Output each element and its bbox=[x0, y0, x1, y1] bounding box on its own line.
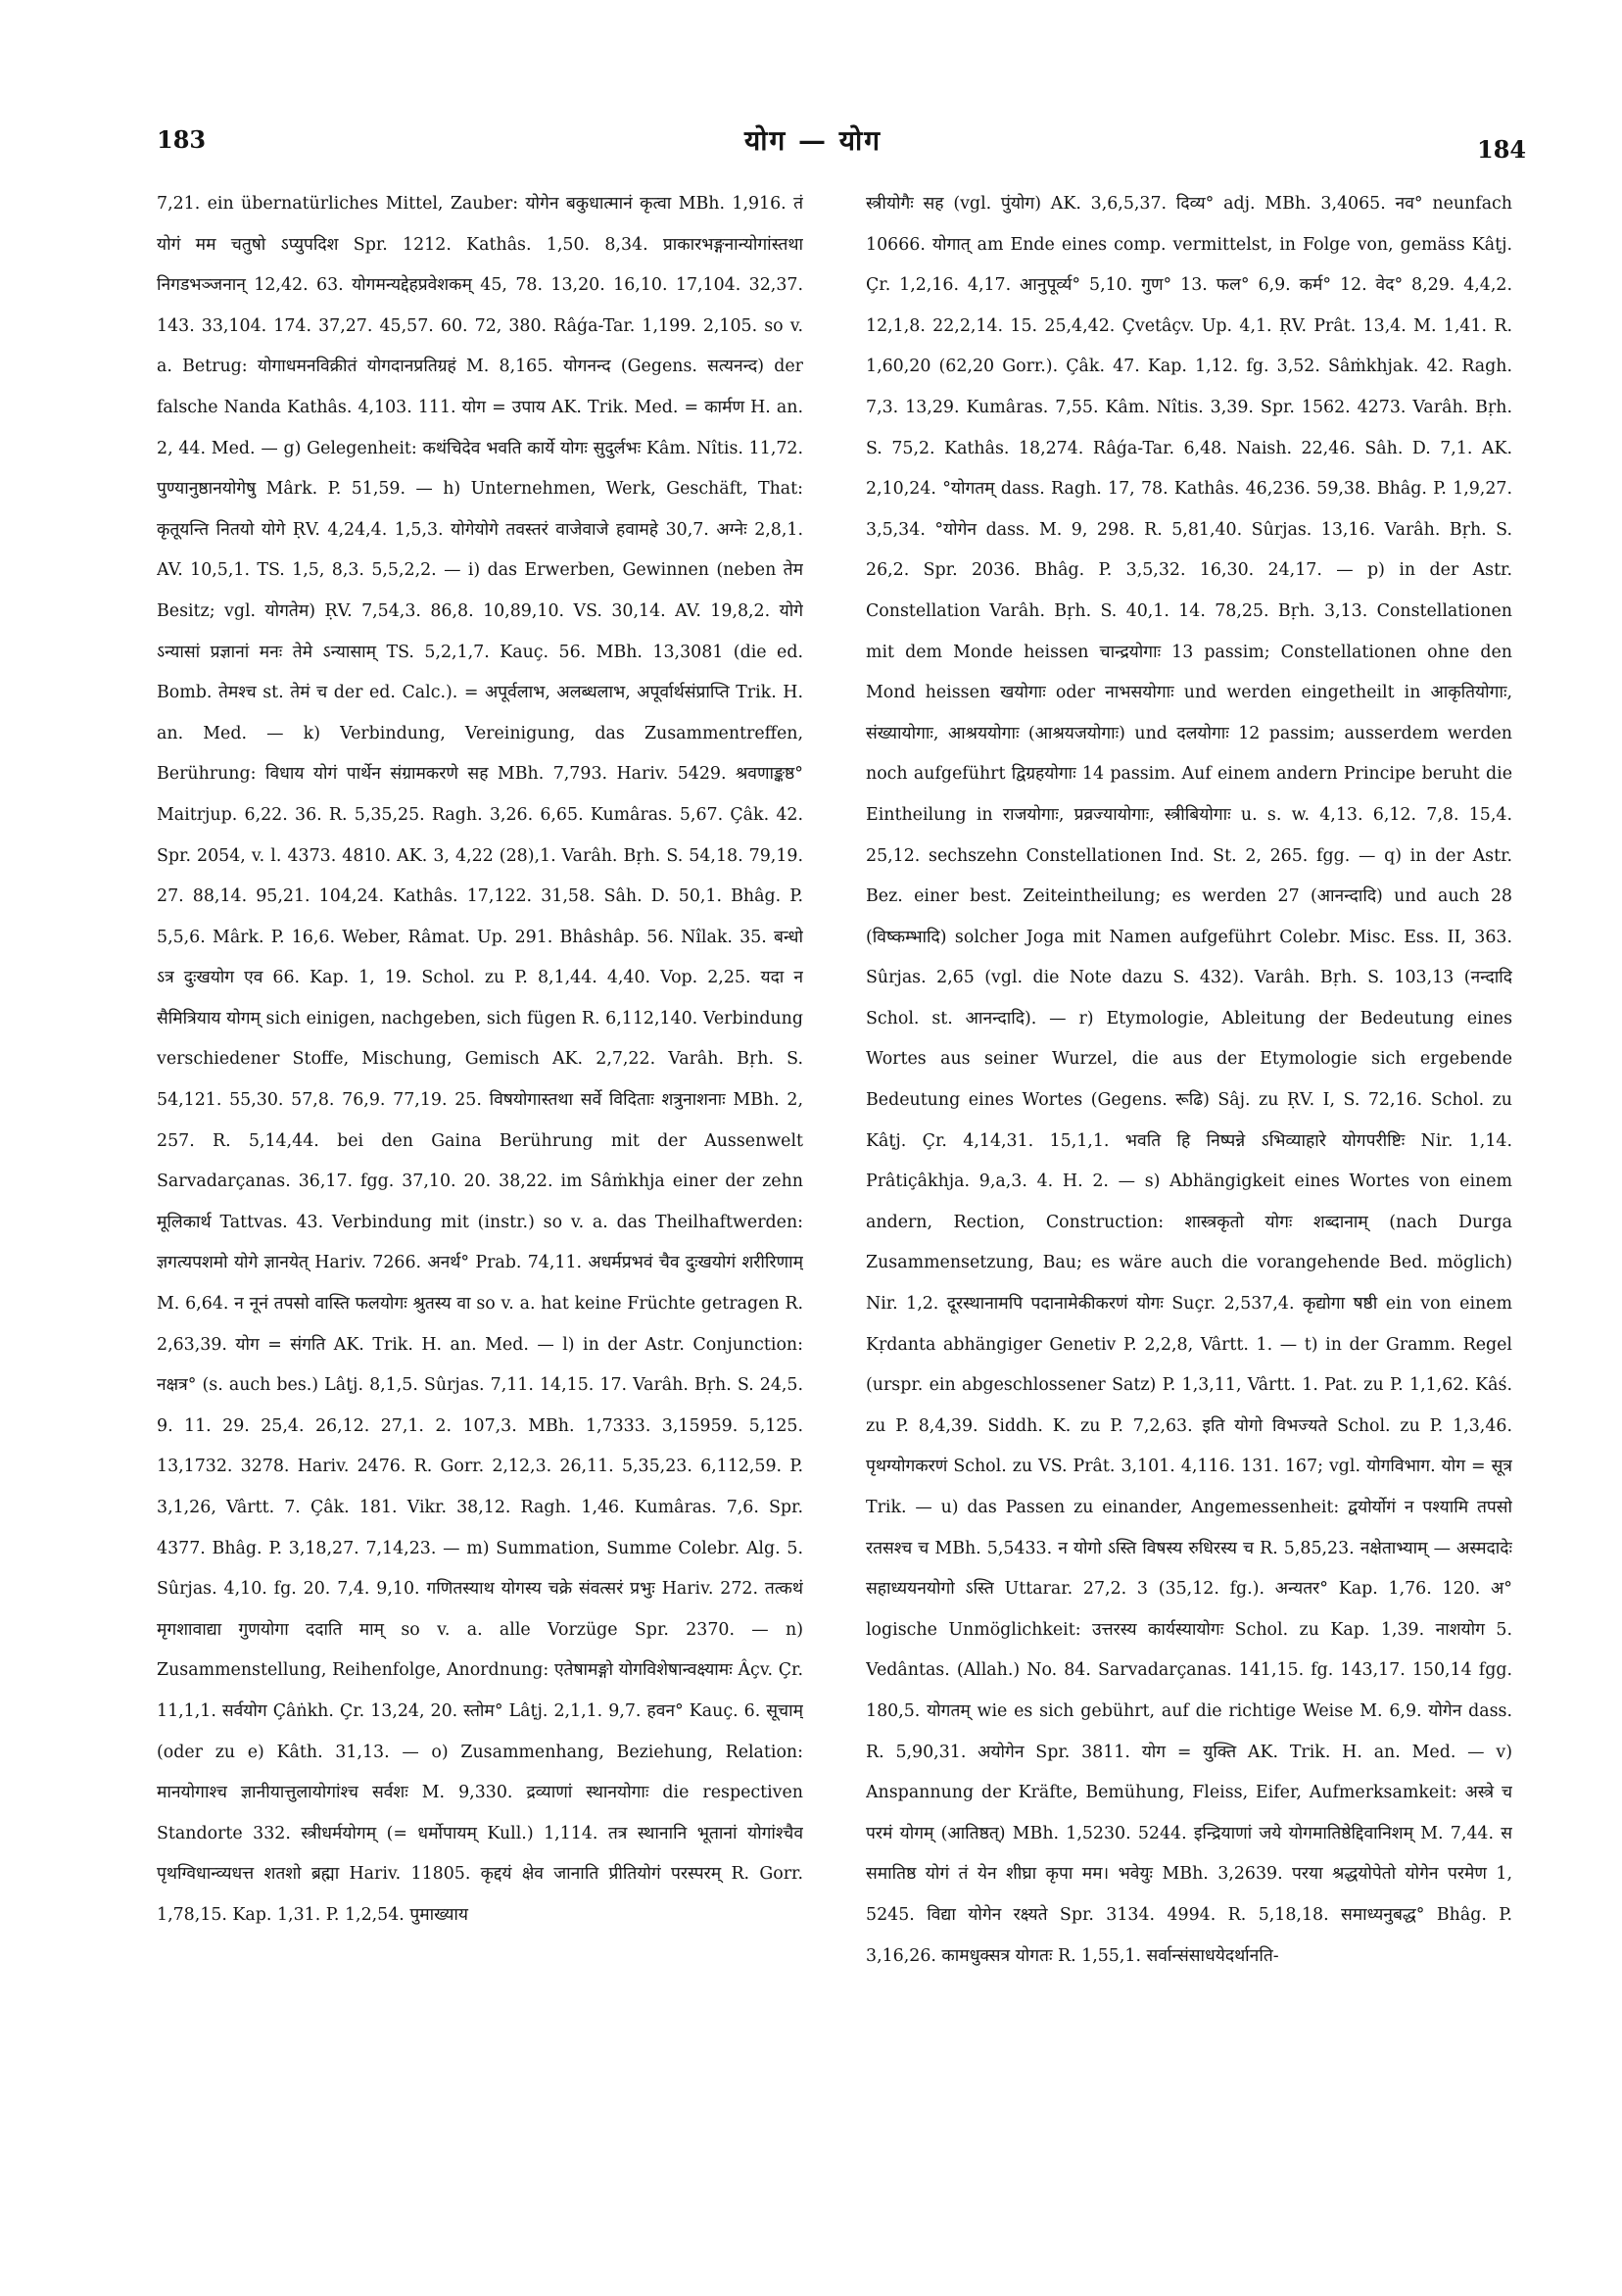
column-left bbox=[157, 184, 803, 2192]
column-left-text: 7,21. ein übernatürliches Mittel, Zauber: योगेन बकुधात्मानं कृत्वा MBh. 1,916. तं योगं मम चतुषो ऽप्युपदिश Spr. 1212. Kathâs. 1,50. 8,34. प्राकारभङ्गनान्योगांस्तथा निगडभञ्जनान् 12,42. 63. योगमन्यद्देहप्रवेशकम् 45, 78. 13,20. 16,10. 17,104. 32,37. 143. 33,104. 174. 37,27. 45,57. 60. 72, 380. Râǵa-Tar. 1,199. 2,105. so v. a. Betrug: योगाधमनविक्रीतं योगदानप्रतिग्रहं M. 8,165. योगनन्द (Gegens. सत्यनन्द) der falsche Nanda Kathâs. 4,103. 111. योग = उपाय AK. Trik. Med. = कार्मण H. an. 2, 44. Med. — g) Gelegenheit: कथंचिदेव भवति कार्ये योगः सुदुर्लभः Kâm. Nîtis. 11,72. पुण्यानुष्ठानयोगेषु Mârk. P. 51,59. — h) Unternehmen, Werk, Geschäft, That: कृतूयन्ति नितयो योगे ṚV. 4,24,4. 1,5,3. योगेयोगे तवस्तरं वाजेवाजे हवामहे 30,7. अग्नेः 2,8,1. AV. 10,5,1. TS. 1,5, 8,3. 5,5,2,2. — i) das Erwerben, Gewinnen (neben तेम Besitz; vgl. योगतेम) ṚV. 7,54,3. 86,8. 10,89,10. VS. 30,14. AV. 19,8,2. योगे ऽन्यासां प्रज्ञानां मनः तेमे ऽन्यासाम् TS. 5,2,1,7. Kauç. 56. MBh. 13,3081 (die ed. Bomb. तेमश्च st. तेमं च der ed. Calc.). = अपूर्वलाभ, अलब्धलाभ, अपूर्वार्थसंप्राप्ति Trik. H. an. Med. — k) Verbindung, Vereinigung, das Zusammentreffen, Berührung: विधाय योगं पार्थेन संग्रामकरणे सह MBh. 7,793. Hariv. 5429. श्रवणाङ्कष्ठ° Maitrjup. 6,22. 36. R. 5,35,25. Ragh. 3,26. 6,65. Kumâras. 5,67. Çâk. 42. Spr. 2054, v. l. 4373. 4810. AK. 3, 4,22 (28),1. Varâh. Bṛh. S. 54,18. 79,19. 27. 88,14. 95,21. 104,24. Kathâs. 17,122. 31,58. Sâh. D. 50,1. Bhâg. P. 5,5,6. Mârk. P. 16,6. Weber, Râmat. Up. 291. Bhâshâp. 56. Nîlak. 35. बन्धो ऽत्र दुःखयोग एव 66. Kap. 1, 19. Schol. zu P. 8,1,44. 4,40. Vop. 2,25. यदा न सैमित्रियाय योगम् sich einigen, nachgeben, sich fügen R. 6,112,140. Verbindung verschiedener Stoffe, Mischung, Gemisch AK. 2,7,22. Varâh. Bṛh. S. 54,121. 55,30. 57,8. 76,9. 77,19. 25. विषयोगास्तथा सर्वे विदिताः शत्रुनाशनाः MBh. 2, 257. R. 5,14,44. bei den Gaina Berührung mit der Aussenwelt Sarvadarçanas. 36,17. fgg. 37,10. 20. 38,22. im Sâṁkhja einer der zehn मूलिकार्थ Tattvas. 43. Verbindung mit (instr.) so v. a. das Theilhaftwerden: ज्ञगत्यपशमो योगे ज्ञानयेत् Hariv. 7266. अनर्थ° Prab. 74,11. अधर्मप्रभवं चैव दुःखयोगं शरीरिणाम् M. 6,64. न नूनं तपसो वास्ति फलयोगः श्रुतस्य वा so v. a. hat keine Früchte getragen R. 2,63,39. योग = संगति AK. Trik. H. an. Med. — l) in der Astr. Conjunction: नक्षत्र° (s. auch bes.) Lâṭj. 8,1,5. Sûrjas. 7,11. 14,15. 17. Varâh. Bṛh. S. 24,5. 9. 11. 29. 25,4. 26,12. 27,1. 2. 107,3. MBh. 1,7333. 3,15959. 5,125. 13,1732. 3278. Hariv. 2476. R. Gorr. 2,12,3. 26,11. 5,35,23. 6,112,59. P. 3,1,26, Vârtt. 7. Çâk. 181. Vikr. 38,12. Ragh. 1,46. Kumâras. 7,6. Spr. 4377. Bhâg. P. 3,18,27. 7,14,23. — m) Summation, Summe Colebr. Alg. 5. Sûrjas. 4,10. fg. 20. 7,4. 9,10. गणितस्याथ योगस्य चक्रे संवत्सरं प्रभुः Hariv. 272. तत्कथं मृगशावाद्या गुणयोगा ददाति माम् so v. a. alle Vorzüge Spr. 2370. — n) Zusammenstellung, Reihenfolge, Anordnung: एतेषामङ्गो योगविशेषान्वक्ष्यामः Âçv. Çr. 11,1,1. सर्वयोग Çâṅkh. Çr. 13,24, 20. स्तोम° Lâṭj. 2,1,1. 9,7. हवन° Kauç. 6. सूचाम् (oder zu e) Kâth. 31,13. — o) Zusammenhang, Beziehung, Relation: मानयोगाश्च ज्ञानीयात्तुलायोगांश्च सर्वशः M. 9,330. द्रव्याणां स्थानयोगाः die respectiven Standorte 332. स्त्रीधर्मयोगम् (= धर्मोपायम् Kull.) 1,114. तत्र स्थानानि भूतानां योगांश्चैव पृथग्विधान्व्यधत्त शतशो ब्रह्मा Hariv. 11805. कृद्दयं क्षेव जानाति प्रीतियोगं परस्परम् R. Gorr. 1,78,15. Kap. 1,31. P. 1,2,54. पुमाख्याय bbox=[157, 194, 803, 1925]
column-right bbox=[866, 184, 1512, 2192]
column-right-text: स्त्रीयोगैः सह (vgl. पुंयोग) AK. 3,6,5,37. दिव्य° adj. MBh. 3,4065. नव° neunfach 10666. योगात् am Ende eines comp. vermittelst, in Folge von, gemäss Kâṭj. Çr. 1,2,16. 4,17. आनुपूर्व्य° 5,10. गुण° 13. फल° 6,9. कर्म° 12. वेद° 8,29. 4,4,2. 12,1,8. 22,2,14. 15. 25,4,42. Çvetâçv. Up. 4,1. ṚV. Prât. 13,4. M. 1,41. R. 1,60,20 (62,20 Gorr.). Çâk. 47. Kap. 1,12. fg. 3,52. Sâṁkhjak. 42. Ragh. 7,3. 13,29. Kumâras. 7,55. Kâm. Nîtis. 3,39. Spr. 1562. 4273. Varâh. Bṛh. S. 75,2. Kathâs. 18,274. Râǵa-Tar. 6,48. Naish. 22,46. Sâh. D. 7,1. AK. 2,10,24. °योगतम् dass. Ragh. 17, 78. Kathâs. 46,236. 59,38. Bhâg. P. 1,9,27. 3,5,34. °योगेन dass. M. 9, 298. R. 5,81,40. Sûrjas. 13,16. Varâh. Bṛh. S. 26,2. Spr. 2036. Bhâg. P. 3,5,32. 16,30. 24,17. — p) in der Astr. Constellation Varâh. Bṛh. S. 40,1. 14. 78,25. Bṛh. 3,13. Constellationen mit dem Monde heissen चान्द्रयोगाः 13 passim; Constellationen ohne den Mond heissen खयोगाः oder नाभसयोगाः und werden eingetheilt in आकृतियोगाः, संख्यायोगाः, आश्रययोगाः (आश्रयजयोगाः) und दलयोगाः 12 passim; ausserdem werden noch aufgeführt द्विग्रहयोगाः 14 passim. Auf einem andern Principe beruht die Eintheilung in राजयोगाः, प्रव्रज्यायोगाः, स्त्रीबियोगाः u. s. w. 4,13. 6,12. 7,8. 15,4. 25,12. sechszehn Constellationen Ind. St. 2, 265. fgg. — q) in der Astr. Bez. einer best. Zeiteintheilung; es werden 27 (आनन्दादि) und auch 28 (विष्कम्भादि) solcher Joga mit Namen aufgeführt Colebr. Misc. Ess. II, 363. Sûrjas. 2,65 (vgl. die Note dazu S. 432). Varâh. Bṛh. S. 103,13 (नन्दादि Schol. st. आनन्दादि). — r) Etymologie, Ableitung der Bedeutung eines Wortes aus seiner Wurzel, die aus der Etymologie sich ergebende Bedeutung eines Wortes (Gegens. रूढि) Sâj. zu ṚV. I, S. 72,16. Schol. zu Kâṭj. Çr. 4,14,31. 15,1,1. भवति हि निष्पन्ने ऽभिव्याहारे योगपरीष्टिः Nir. 1,14. Prâtiçâkhja. 9,a,3. 4. H. 2. — s) Abhängigkeit eines Wortes von einem andern, Rection, Construction: शास्त्रकृतो योगः शब्दानाम् (nach Durga Zusammensetzung, Bau; es wäre auch die vorangehende Bed. möglich) Nir. 1,2. दूरस्थानामपि पदानामेकीकरणं योगः Suçr. 2,537,4. कृद्योगा षष्ठी ein von einem Kṛdanta abhängiger Genetiv P. 2,2,8, Vârtt. 1. — t) in der Gramm. Regel (urspr. ein abgeschlossener Satz) P. 1,3,11, Vârtt. 1. Pat. zu P. 1,1,62. Kâś. zu P. 8,4,39. Siddh. K. zu P. 7,2,63. इति योगो विभज्यते Schol. zu P. 1,3,46. पृथग्योगकरणं Schol. zu VS. Prât. 3,101. 4,116. 131. 167; vgl. योगविभाग. योग = सूत्र Trik. — u) das Passen zu einander, Angemessenheit: द्वयोर्योगं न पश्यामि तपसो रतसश्च च MBh. 5,5433. न योगो ऽस्ति विषस्य रुधिरस्य च R. 5,85,23. नक्षेताभ्याम् — अस्मदादेः सहाध्ययनयोगो ऽस्ति Uttarar. 27,2. 3 (35,12. fg.). अन्यतर° Kap. 1,76. 120. अ° logische Unmöglichkeit: उत्तरस्य कार्यस्यायोगः Schol. zu Kap. 1,39. नाशयोग 5. Vedântas. (Allah.) No. 84. Sarvadarçanas. 141,15. fg. 143,17. 150,14 fgg. 180,5. योगतम् wie es sich gebührt, auf die richtige Weise M. 6,9. योगेन dass. R. 5,90,31. अयोगेन Spr. 3811. योग = युक्ति AK. Trik. H. an. Med. — v) Anspannung der Kräfte, Bemühung, Fleiss, Eifer, Aufmerksamkeit: अस्त्रे च परमं योगम् (आतिष्ठत्) MBh. 1,5230. 5244. इन्द्रियाणां जये योगमातिष्ठेद्दिवानिशम् M. 7,44. स समातिष्ठ योगं तं येन शीघ्रा कृपा मम। भवेयुः MBh. 3,2639. परया श्रद्धयोपेतो योगेन परमेण 1, 5245. विद्या योगेन रक्ष्यते Spr. 3134. 4994. R. 5,18,18. समाध्यनुबद्ध° Bhâg. P. 3,16,26. कामधुक्सत्र योगतः R. 1,55,1. सर्वान्संसाधयेदर्थानति- bbox=[866, 194, 1512, 1966]
page-number-left: 183 bbox=[157, 125, 207, 154]
page-number-right: 184 bbox=[1477, 135, 1527, 164]
running-headword: योग — योग bbox=[743, 124, 882, 157]
